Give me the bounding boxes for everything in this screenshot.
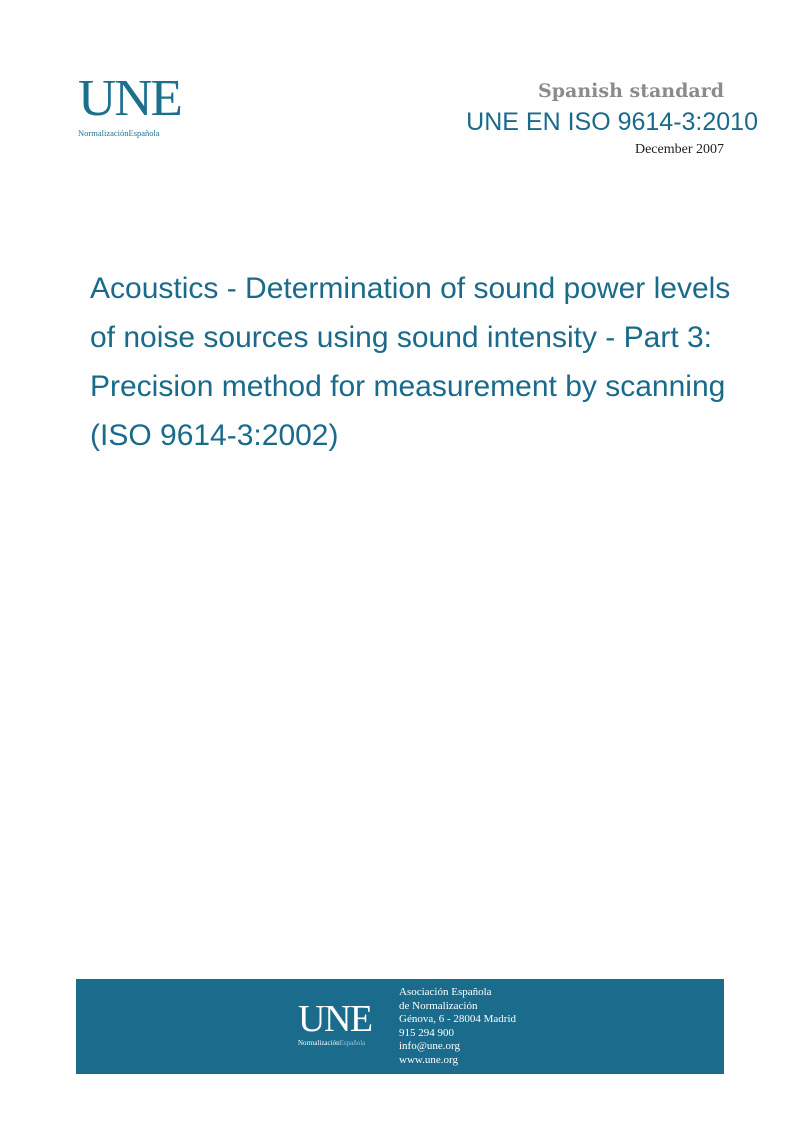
standard-date: December 2007: [634, 142, 724, 157]
org-phone: 915 294 900: [399, 1026, 454, 1039]
org-website[interactable]: www.une.org: [399, 1053, 458, 1066]
footer-contact-info: [399, 986, 516, 1068]
org-name-line1: Asociación Española: [399, 986, 492, 998]
standard-header: [466, 78, 758, 157]
org-address: Génova, 6 - 28004 Madrid: [399, 1013, 517, 1026]
footer-logo-subtitle-b: Española: [339, 1039, 366, 1047]
org-email[interactable]: info@une.org: [399, 1040, 460, 1053]
footer-bar: [76, 979, 724, 1074]
une-logo-subtitle: NormalizaciónEspañola: [78, 128, 160, 138]
standard-code: UNE EN ISO 9614-3:2010: [466, 108, 758, 136]
une-logo-mark: UNE: [78, 70, 181, 127]
footer-logo-subtitle: [298, 1039, 388, 1047]
footer-une-logo: [298, 998, 388, 1047]
une-logo: [78, 70, 198, 146]
footer-logo-mark: UNE: [298, 998, 372, 1040]
footer-logo-subtitle-a: Normalización: [298, 1039, 340, 1047]
standard-kind: Spanish standard: [538, 80, 724, 102]
document-title: Acoustics - Determination of sound power levels of noise sources using sound intensity - Part 3: Precision method for measurement by scanning (ISO 9614-3:2002): [90, 272, 731, 452]
org-name-line2: de Normalización: [399, 999, 478, 1012]
